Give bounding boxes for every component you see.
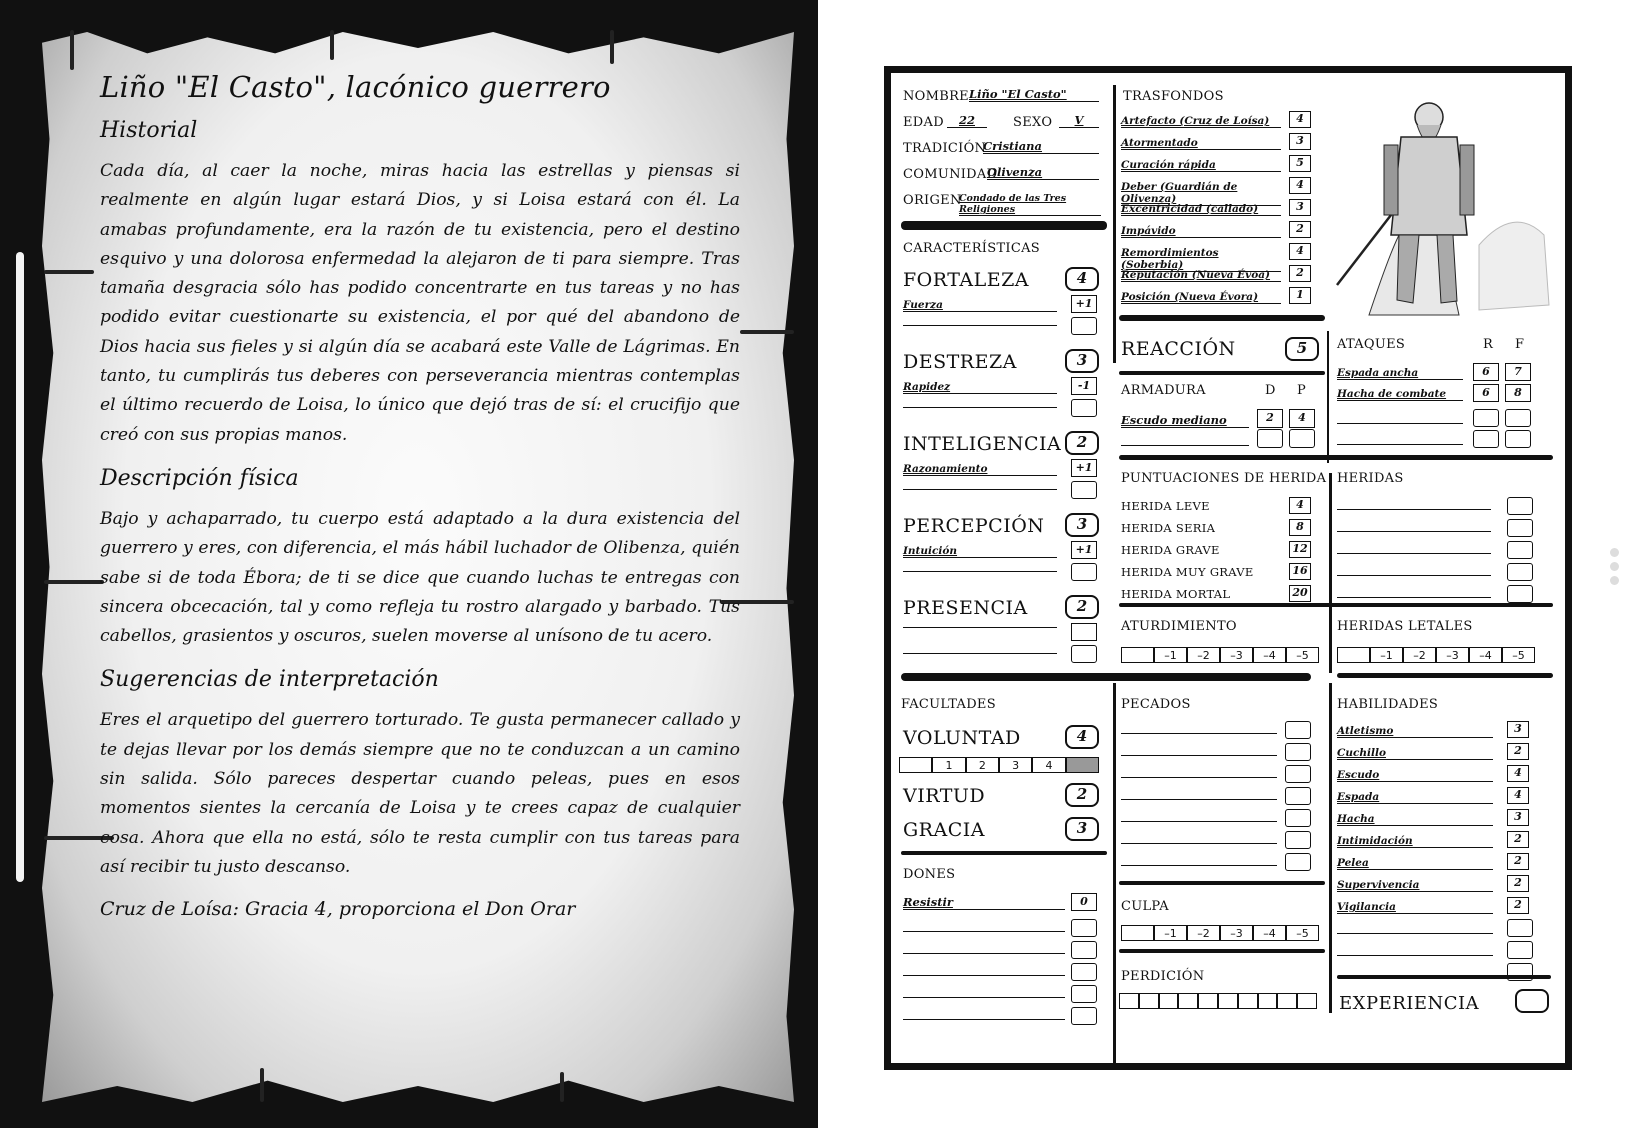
sugerencias-text: Eres el arquetipo del guerrero torturado. Te gusta permanecer callado y te dejas llevar por los demás siempre que no te conduzcan a un camino sin salida. Sólo pareces despertar cuando peleas, pues en esos momentos sientes la cercanía de Loisa y te crees capaz de cualquier cosa. Ahora que ella no está, sólo te resta cumplir con tus tareas para así recibir tu justo descanso. [100, 710, 740, 877]
armadura-item[interactable]: Escudo mediano [1121, 413, 1249, 428]
habilidad-name[interactable]: Vigilancia [1337, 901, 1493, 914]
culpa-label: CULPA [1121, 899, 1169, 914]
perdicion-cell[interactable] [1218, 993, 1238, 1009]
herida-line[interactable] [1337, 553, 1491, 554]
pecado-box[interactable] [1285, 765, 1311, 783]
column-divider [1329, 473, 1332, 673]
heridas-letales-label: HERIDAS LETALES [1337, 619, 1473, 634]
habilidad-empty-line[interactable] [1337, 955, 1493, 956]
virtud-value[interactable]: 2 [1065, 783, 1099, 807]
habilidad-value[interactable]: 2 [1507, 875, 1529, 892]
habilidad-empty-box[interactable] [1507, 963, 1533, 981]
track-cell[interactable]: –3 [1220, 647, 1253, 663]
track-cell[interactable]: –2 [1187, 925, 1220, 941]
trasfondo-value[interactable]: 4 [1289, 177, 1311, 194]
puntuacion-name: HERIDA SERIA [1121, 521, 1216, 535]
puntuacion-name: HERIDA MORTAL [1121, 587, 1231, 601]
left-page-content [100, 70, 740, 920]
herida-line[interactable] [1337, 509, 1491, 510]
don-empty-line[interactable] [903, 997, 1065, 998]
track-cell[interactable]: 4 [1032, 757, 1065, 773]
track-cell[interactable]: –4 [1469, 647, 1502, 663]
voluntad-label: VOLUNTAD [903, 727, 1021, 749]
caracteristica-sub-name[interactable]: Intuición [903, 545, 1057, 558]
track-cell[interactable] [1121, 925, 1154, 941]
trasfondo-name[interactable]: Curación rápida [1121, 159, 1281, 172]
experiencia-label: EXPERIENCIA [1339, 993, 1480, 1014]
aturdimiento-track[interactable] [1121, 647, 1319, 663]
pecado-box[interactable] [1285, 831, 1311, 849]
section-divider [1119, 315, 1325, 321]
caracteristica-empty-box[interactable] [1071, 563, 1097, 581]
pecado-line[interactable] [1121, 821, 1277, 822]
sexo-label: SEXO [1013, 115, 1053, 130]
ataques-r-header: R [1483, 337, 1494, 352]
armadura-d-header: D [1265, 383, 1276, 398]
ataque-empty-box[interactable] [1473, 409, 1499, 427]
armadura-item-d[interactable]: 2 [1257, 409, 1283, 428]
track-cell[interactable]: –5 [1286, 647, 1319, 663]
caracteristica-value[interactable]: 2 [1065, 595, 1099, 619]
pecado-line[interactable] [1121, 799, 1277, 800]
historial-text: Cada día, al caer la noche, miras hacia las estrellas y piensas si realmente en algún lugar estará Dios, y si Loisa estará con él. La amabas profundamente, era la razón de tu existencia, pero el destino esquivo y una dolorosa enfermedad la alejaron de ti para siempre. Tras tamaña desgracia sólo has podido concentrarte en tus tareas y no has podido evitar cuestionarte su existencia, el por qué del abandono de Dios hacia sus fieles y si algún día se acabará este Valle de Lágrimas. En tanto, tu cumplirás tus deberes con perseverancia mientras contemplas el último recuerdo de Loisa, lo único que dejó tras de sí: el crucifijo que creó con sus propias manos. [100, 161, 740, 445]
section-divider [1337, 673, 1553, 678]
section-divider [901, 673, 1311, 681]
habilidad-value[interactable]: 2 [1507, 853, 1529, 870]
caracteristica-empty-box[interactable] [1071, 481, 1097, 499]
perdicion-cell[interactable] [1238, 993, 1258, 1009]
trasfondo-name[interactable]: Posición (Nueva Évora) [1121, 291, 1281, 304]
caracteristica-empty-box[interactable] [1071, 645, 1097, 663]
parchment-crack [330, 30, 334, 60]
facultades-label: FACULTADES [901, 697, 996, 712]
reaccion-value[interactable]: 5 [1285, 337, 1319, 361]
habilidad-name[interactable]: Atletismo [1337, 725, 1493, 738]
track-cell[interactable]: 3 [999, 757, 1032, 773]
trasfondos-label: TRASFONDOS [1123, 89, 1224, 104]
pecado-line[interactable] [1121, 755, 1277, 756]
section-divider [1119, 371, 1325, 375]
caracteristica-value[interactable]: 2 [1065, 431, 1099, 455]
trasfondo-value[interactable]: 3 [1289, 133, 1311, 150]
trasfondo-value[interactable]: 3 [1289, 199, 1311, 216]
habilidad-name[interactable]: Pelea [1337, 857, 1493, 870]
parchment-crack [740, 330, 794, 334]
caracteristica-value[interactable]: 4 [1065, 267, 1099, 291]
ataques-f-header: F [1515, 337, 1525, 352]
track-cell[interactable]: –1 [1154, 925, 1187, 941]
habilidad-empty-line[interactable] [1337, 977, 1493, 978]
puntuacion-name: HERIDA LEVE [1121, 499, 1210, 513]
caracteristica-sub-name[interactable]: Razonamiento [903, 463, 1057, 476]
don-empty-box[interactable] [1071, 1007, 1097, 1025]
track-cell[interactable]: –4 [1253, 647, 1286, 663]
origen-value[interactable]: Condado de las Tres Religiones [959, 193, 1101, 216]
ataque-empty-box[interactable] [1505, 430, 1531, 448]
nombre-value[interactable]: Liño "El Casto" [969, 87, 1099, 102]
gracia-value[interactable]: 3 [1065, 817, 1099, 841]
don-empty-box[interactable] [1071, 985, 1097, 1003]
descripcion-text: Bajo y achaparrado, tu cuerpo está adaptado a la dura existencia del guerrero y eres, con diferencia, el más hábil luchador de Olibenza, quién sabe si de toda Ébora; de ti se dice que cuando luchas te entregas con sincera obcecación, tal y como refleja tu rostro alargado y barbado. Tus cabellos, grasientos y oscuros, suelen moverse al unísono de tu acero. [100, 508, 740, 647]
track-cell[interactable]: –3 [1220, 925, 1253, 941]
perdicion-cell[interactable] [1277, 993, 1297, 1009]
armadura-label: ARMADURA [1121, 383, 1206, 398]
habilidad-value[interactable]: 4 [1507, 787, 1529, 804]
track-cell[interactable]: –2 [1187, 647, 1220, 663]
don-value[interactable]: 0 [1071, 893, 1097, 911]
caracteristica-name: FORTALEZA [903, 269, 1029, 291]
habilidad-name[interactable]: Espada [1337, 791, 1493, 804]
trasfondo-value[interactable]: 2 [1289, 265, 1311, 282]
herida-line[interactable] [1337, 597, 1491, 598]
caracteristica-empty-box[interactable] [1071, 399, 1097, 417]
ataque-r[interactable]: 6 [1473, 384, 1499, 402]
parchment-crack [260, 1068, 264, 1102]
parchment-crack [560, 1072, 564, 1102]
culpa-track[interactable] [1121, 925, 1319, 941]
section-divider [1119, 455, 1553, 460]
habilidad-name[interactable]: Hacha [1337, 813, 1493, 826]
puntuacion-value[interactable]: 20 [1289, 585, 1311, 602]
don-empty-box[interactable] [1071, 919, 1097, 937]
track-cell[interactable]: –1 [1154, 647, 1187, 663]
perdicion-cell[interactable] [1159, 993, 1179, 1009]
caracteristica-empty-line[interactable] [903, 325, 1057, 326]
track-cell[interactable]: –5 [1286, 925, 1319, 941]
herida-line[interactable] [1337, 575, 1491, 576]
perdicion-cell[interactable] [1297, 993, 1317, 1009]
trasfondo-value[interactable]: 4 [1289, 243, 1311, 260]
habilidad-empty-box[interactable] [1507, 919, 1533, 937]
pecado-box[interactable] [1285, 809, 1311, 827]
armadura-empty-line[interactable] [1121, 445, 1249, 446]
column-divider [1113, 85, 1116, 363]
don-empty-box[interactable] [1071, 963, 1097, 981]
perdicion-label: PERDICIÓN [1121, 969, 1205, 984]
track-cell[interactable]: 1 [932, 757, 965, 773]
trasfondo-name[interactable]: Deber (Guardián de Olivenza) [1121, 181, 1281, 206]
caracteristicas-label: CARACTERÍSTICAS [903, 241, 1040, 256]
track-cell[interactable] [1337, 647, 1370, 663]
origen-label: ORIGEN [903, 193, 962, 208]
ataque-f[interactable]: 7 [1505, 363, 1531, 381]
page-title: Liño "El Casto", lacónico guerrero [100, 70, 611, 104]
character-sheet [884, 66, 1572, 1070]
ataque-empty-box[interactable] [1473, 430, 1499, 448]
caracteristica-sub-name[interactable]: Rapidez [903, 381, 1057, 394]
track-cell[interactable] [1121, 647, 1154, 663]
comunidad-value[interactable]: Olivenza [987, 165, 1099, 180]
habilidad-name[interactable]: Supervivencia [1337, 879, 1493, 892]
habilidad-value[interactable]: 3 [1507, 809, 1529, 826]
caracteristica-sub-value[interactable]: +1 [1071, 459, 1097, 477]
ataque-empty-line[interactable] [1337, 423, 1463, 424]
pecado-box[interactable] [1285, 743, 1311, 761]
edad-value[interactable]: 22 [947, 113, 987, 128]
herida-box[interactable] [1507, 497, 1533, 515]
puntuacion-name: HERIDA MUY GRAVE [1121, 565, 1254, 579]
ataque-f[interactable]: 8 [1505, 384, 1531, 402]
habilidad-empty-line[interactable] [1337, 933, 1493, 934]
armadura-item-p[interactable]: 4 [1289, 409, 1315, 428]
track-cell[interactable]: –1 [1370, 647, 1403, 663]
ataque-empty-line[interactable] [1337, 444, 1463, 445]
don-empty-line[interactable] [903, 931, 1065, 932]
scrollbar[interactable] [16, 252, 24, 882]
caracteristica-name: INTELIGENCIA [903, 433, 1062, 455]
perdicion-cell[interactable] [1198, 993, 1218, 1009]
ataques-label: ATAQUES [1337, 337, 1406, 352]
trasfondo-name[interactable]: Reputación (Nueva Évoa) [1121, 269, 1281, 282]
ataque-empty-box[interactable] [1505, 409, 1531, 427]
parchment-crack [44, 270, 94, 274]
herida-line[interactable] [1337, 531, 1491, 532]
gracia-label: GRACIA [903, 819, 985, 841]
trasfondo-value[interactable]: 5 [1289, 155, 1311, 172]
track-cell[interactable]: –4 [1253, 925, 1286, 941]
edad-label: EDAD [903, 115, 944, 130]
section-divider [1119, 949, 1325, 953]
habilidad-name[interactable]: Intimidación [1337, 835, 1493, 848]
page-nav-dots[interactable] [1610, 548, 1619, 590]
warrior-portrait [1329, 85, 1555, 317]
track-cell[interactable]: 2 [966, 757, 999, 773]
voluntad-track[interactable] [899, 757, 1099, 773]
pecados-label: PECADOS [1121, 697, 1191, 712]
trasfondo-value[interactable]: 4 [1289, 111, 1311, 128]
tradicion-value[interactable]: Cristiana [983, 139, 1099, 154]
track-cell[interactable] [899, 757, 932, 773]
voluntad-value[interactable]: 4 [1065, 725, 1099, 749]
perdicion-cell[interactable] [1119, 993, 1139, 1009]
don-empty-line[interactable] [903, 1019, 1065, 1020]
puntuacion-value[interactable]: 12 [1289, 541, 1311, 558]
herida-box[interactable] [1507, 563, 1533, 581]
nombre-label: NOMBRE [903, 89, 969, 104]
experiencia-value[interactable] [1515, 989, 1549, 1013]
parchment-crack [70, 30, 74, 70]
trasfondo-name[interactable]: Impávido [1121, 225, 1281, 238]
perdicion-cell[interactable] [1178, 993, 1198, 1009]
heridas-label: HERIDAS [1337, 471, 1404, 486]
cruz-de-loisa-line: Cruz de Loísa: Gracia 4, proporciona el Don Orar [100, 898, 576, 921]
habilidad-name[interactable]: Escudo [1337, 769, 1493, 782]
caracteristica-empty-box[interactable] [1071, 317, 1097, 335]
habilidad-value[interactable]: 4 [1507, 765, 1529, 782]
puntuacion-value[interactable]: 4 [1289, 497, 1311, 514]
pecado-box[interactable] [1285, 787, 1311, 805]
habilidad-name[interactable]: Cuchillo [1337, 747, 1493, 760]
habilidad-value[interactable]: 3 [1507, 721, 1529, 738]
trasfondo-name[interactable]: Atormentado [1121, 137, 1281, 150]
pecado-box[interactable] [1285, 721, 1311, 739]
pecado-line[interactable] [1121, 865, 1277, 866]
perdicion-cell[interactable] [1258, 993, 1278, 1009]
herida-box[interactable] [1507, 585, 1533, 603]
caracteristica-sub-name[interactable] [903, 627, 1057, 628]
caracteristica-name: DESTREZA [903, 351, 1017, 373]
don-empty-line[interactable] [903, 953, 1065, 954]
caracteristica-empty-line[interactable] [903, 407, 1057, 408]
pecado-line[interactable] [1121, 733, 1277, 734]
track-cell-shaded [1066, 757, 1099, 773]
perdicion-cell[interactable] [1139, 993, 1159, 1009]
pecado-line[interactable] [1121, 777, 1277, 778]
trasfondo-value[interactable]: 1 [1289, 287, 1311, 304]
armadura-empty-box[interactable] [1257, 429, 1283, 448]
section-divider [1119, 881, 1325, 885]
comunidad-label: COMUNIDAD [903, 167, 998, 182]
track-cell[interactable]: –5 [1502, 647, 1535, 663]
caracteristica-sub-value[interactable] [1071, 623, 1097, 641]
caracteristica-sub-value[interactable]: +1 [1071, 295, 1097, 313]
habilidades-label: HABILIDADES [1337, 697, 1439, 712]
caracteristica-empty-line[interactable] [903, 571, 1057, 572]
section-divider [901, 851, 1107, 855]
caracteristica-sub-name[interactable]: Fuerza [903, 299, 1057, 312]
section-divider [1119, 603, 1553, 607]
left-page-frame [0, 0, 818, 1128]
perdicion-track[interactable] [1119, 993, 1317, 1009]
pecado-line[interactable] [1121, 843, 1277, 844]
habilidad-value[interactable]: 2 [1507, 831, 1529, 848]
habilidad-empty-box[interactable] [1507, 941, 1533, 959]
don-name[interactable]: Resistir [903, 895, 1065, 910]
tradicion-label: TRADICIÓN [903, 141, 987, 156]
pecado-box[interactable] [1285, 853, 1311, 871]
habilidad-value[interactable]: 2 [1507, 743, 1529, 760]
puntuacion-name: HERIDA GRAVE [1121, 543, 1220, 557]
column-divider [1329, 683, 1332, 1013]
ataque-name[interactable]: Espada ancha [1337, 367, 1463, 380]
caracteristica-value[interactable]: 3 [1065, 349, 1099, 373]
trasfondo-name[interactable]: Remordimientos (Soberbia) [1121, 247, 1281, 272]
caracteristica-value[interactable]: 3 [1065, 513, 1099, 537]
puntuaciones-label: PUNTUACIONES DE HERIDA [1121, 471, 1327, 486]
puntuacion-value[interactable]: 16 [1289, 563, 1311, 580]
puntuacion-value[interactable]: 8 [1289, 519, 1311, 536]
ataque-name[interactable]: Hacha de combate [1337, 388, 1463, 401]
caracteristica-sub-value[interactable]: -1 [1071, 377, 1097, 395]
reaccion-label: REACCIÓN [1121, 338, 1236, 360]
don-empty-line[interactable] [903, 975, 1065, 976]
dones-label: DONES [903, 867, 956, 882]
caracteristica-name: PERCEPCIÓN [903, 515, 1045, 537]
armadura-empty-box[interactable] [1289, 429, 1315, 448]
aturdimiento-label: ATURDIMIENTO [1121, 619, 1237, 634]
descripcion-heading: Descripción física [100, 465, 299, 491]
sexo-value[interactable]: V [1059, 113, 1099, 128]
sugerencias-heading: Sugerencias de interpretación [100, 667, 439, 693]
caracteristica-empty-line[interactable] [903, 489, 1057, 490]
heridas-letales-track[interactable] [1337, 647, 1535, 663]
don-empty-box[interactable] [1071, 941, 1097, 959]
trasfondo-name[interactable]: Artefacto (Cruz de Loísa) [1121, 115, 1281, 128]
herida-box[interactable] [1507, 541, 1533, 559]
caracteristica-empty-line[interactable] [903, 653, 1057, 654]
caracteristica-sub-value[interactable]: +1 [1071, 541, 1097, 559]
ataque-r[interactable]: 6 [1473, 363, 1499, 381]
track-cell[interactable]: –3 [1436, 647, 1469, 663]
virtud-label: VIRTUD [903, 785, 986, 807]
column-divider [1327, 331, 1329, 463]
trasfondo-name[interactable]: Excentricidad (callado) [1121, 203, 1281, 216]
trasfondo-value[interactable]: 2 [1289, 221, 1311, 238]
column-divider [1113, 683, 1116, 1063]
herida-box[interactable] [1507, 519, 1533, 537]
parchment-crack [44, 580, 104, 584]
parchment-crack [610, 30, 614, 64]
caracteristica-name: PRESENCIA [903, 597, 1028, 619]
section-divider [901, 221, 1107, 230]
armadura-p-header: P [1297, 383, 1307, 398]
historial-heading: Historial [100, 118, 198, 143]
habilidad-value[interactable]: 2 [1507, 897, 1529, 914]
track-cell[interactable]: –2 [1403, 647, 1436, 663]
